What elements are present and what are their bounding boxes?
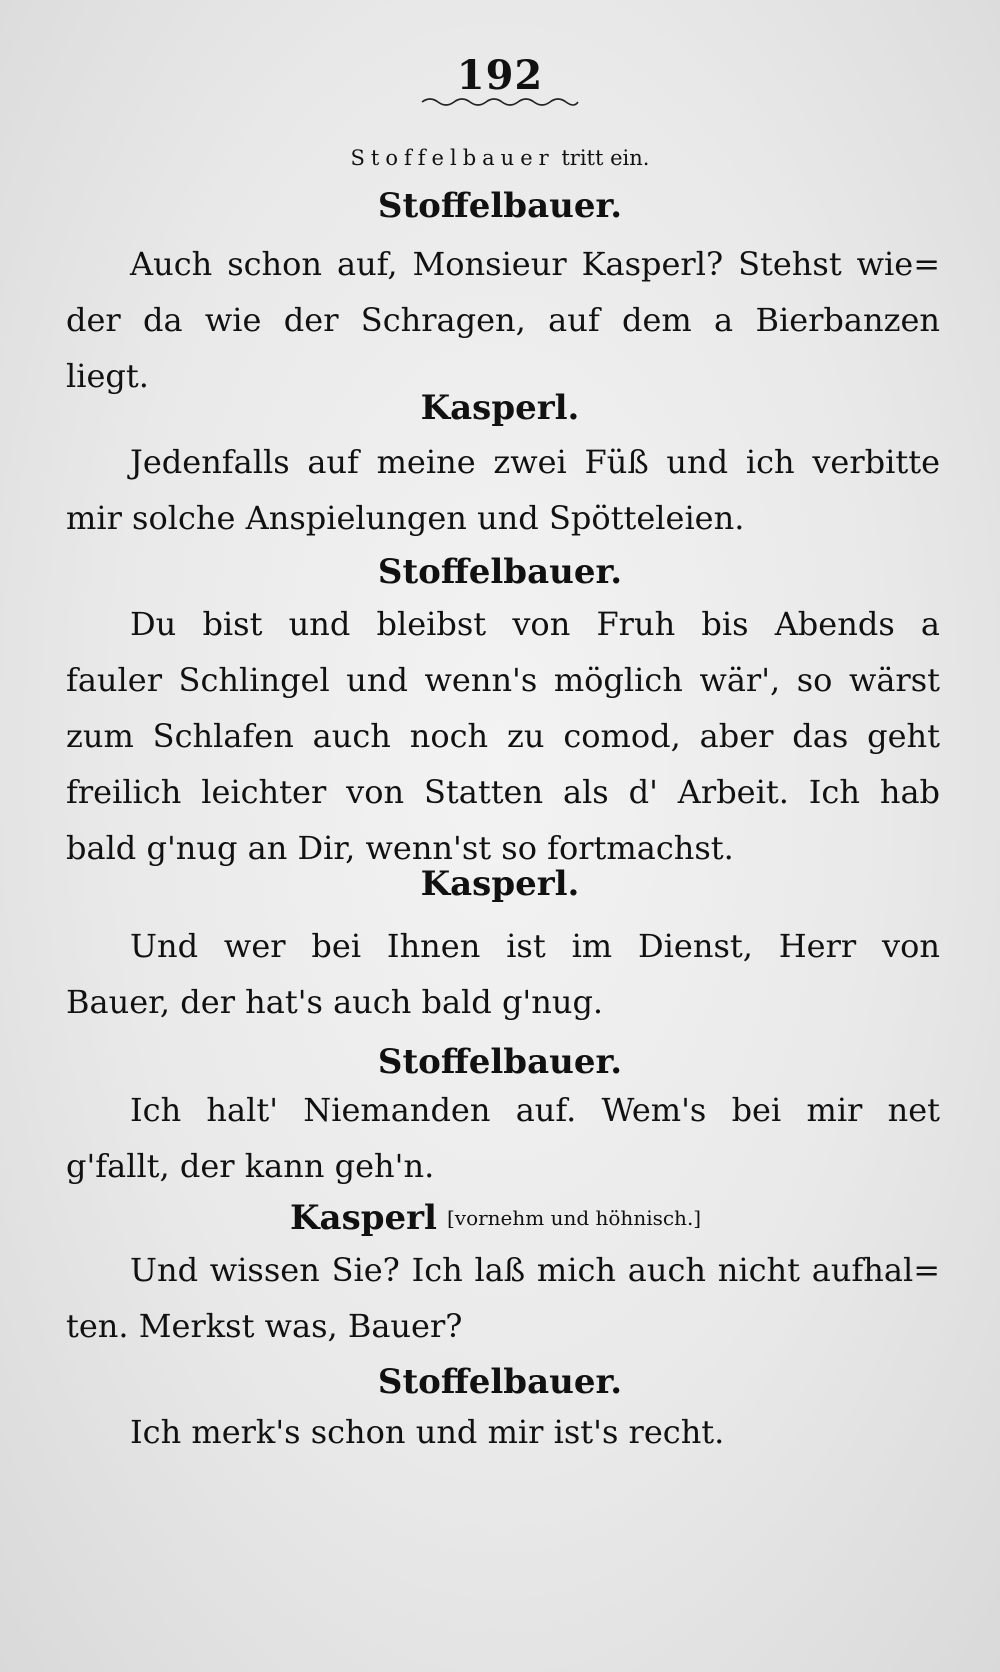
- speech-line: Ich halt' Niemanden auf. Wem's bei mir net: [130, 1091, 940, 1129]
- stage-direction-text: tritt ein.: [561, 146, 650, 170]
- stage-direction: [0, 146, 1000, 170]
- speech: [66, 1242, 940, 1354]
- stage-aside: [vornehm und höhnisch.]: [446, 1206, 702, 1230]
- speech: [66, 434, 940, 546]
- speech: [66, 596, 940, 876]
- speech: [66, 1404, 940, 1460]
- speech-line: Ich merk's schon und mir ist's recht.: [130, 1413, 725, 1451]
- speech-line: zum Schlafen auch noch zu comod, aber das geht: [66, 717, 940, 755]
- speech-line: Und wissen Sie? Ich laß mich auch nicht aufhal=: [130, 1251, 940, 1289]
- speech: [66, 236, 940, 404]
- ornament-rule: [420, 96, 580, 108]
- speech-line: freilich leichter von Statten als d' Arbeit. Ich hab: [66, 773, 940, 811]
- speaker-heading: Stoffelbauer.: [377, 1362, 623, 1402]
- speech-line: ten. Merkst was, Bauer?: [66, 1307, 463, 1345]
- speech: [66, 1082, 940, 1194]
- speaker-heading: Kasperl.: [420, 388, 580, 428]
- speech-line: Und wer bei Ihnen ist im Dienst, Herr von: [130, 927, 940, 965]
- speaker-heading: Stoffelbauer.: [377, 186, 623, 226]
- speech: [66, 918, 940, 1030]
- speaker-name: Kasperl: [290, 1198, 437, 1238]
- speech-line: Jedenfalls auf meine zwei Füß und ich verbitte: [130, 443, 940, 481]
- speech-line: fauler Schlingel und wenn's möglich wär', so wärst: [66, 661, 940, 699]
- speech-line: bald g'nug an Dir, wenn'st so fortmachst.: [66, 829, 734, 867]
- speaker-heading: Stoffelbauer.: [377, 1042, 623, 1082]
- speech-line: mir solche Anspielungen und Spötteleien.: [66, 499, 745, 537]
- speaker-heading-with-aside: [290, 1196, 990, 1240]
- page-number: 192: [456, 52, 544, 99]
- stage-direction-name: Stoffelbauer: [350, 146, 555, 170]
- speech-line: liegt.: [66, 357, 149, 395]
- speech-line: der da wie der Schragen, auf dem a Bierbanzen: [66, 301, 940, 339]
- speech-line: Bauer, der hat's auch bald g'nug.: [66, 983, 604, 1021]
- speaker-heading: Kasperl.: [420, 864, 580, 904]
- speech-line: Auch schon auf, Monsieur Kasperl? Stehst wie=: [130, 245, 940, 283]
- speech-line: g'fallt, der kann geh'n.: [66, 1147, 435, 1185]
- speech-line: Du bist und bleibst von Fruh bis Abends a: [130, 605, 940, 643]
- speaker-heading: Stoffelbauer.: [377, 552, 623, 592]
